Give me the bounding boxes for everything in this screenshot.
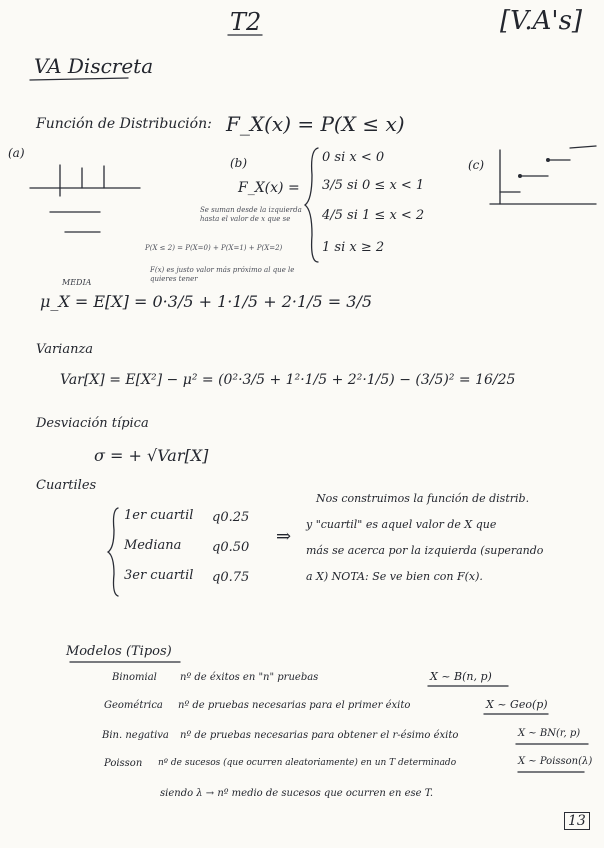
- piecewise-case: 1 si x ≥ 2: [322, 240, 385, 255]
- std-dev-heading: Desviación típica: [36, 416, 149, 431]
- model-notation: X ~ Geo(p): [486, 698, 548, 711]
- variance-formula: Var[X] = E[X²] − μ² = (0²·3/5 + 1²·1/5 + 2²·1/5) − (3/5)² = 16/25: [60, 372, 516, 388]
- quantile-symbol: q0.75: [212, 570, 250, 585]
- model-name: Geométrica: [104, 700, 163, 711]
- quantile-label: Mediana: [124, 538, 182, 553]
- quantiles-arrow: ⇒: [276, 526, 292, 547]
- quantile-label: 3er cuartil: [124, 568, 194, 583]
- poisson-note: siendo λ → nº medio de sucesos que ocurren en ese T.: [160, 788, 434, 799]
- model-name: Poisson: [104, 758, 143, 769]
- variance-heading: Varianza: [36, 342, 94, 357]
- mean-label: MEDIA: [62, 278, 92, 287]
- explanation-line: más se acerca por la izquierda (superando: [306, 544, 544, 557]
- piecewise-case: 0 si x < 0: [322, 150, 385, 165]
- models-heading: Modelos (Tipos): [66, 644, 172, 659]
- model-notation: X ~ Poisson(λ): [518, 756, 593, 767]
- page-label: T2: [230, 8, 262, 36]
- piecewise-case: 4/5 si 1 ≤ x < 2: [322, 208, 425, 223]
- distribution-note: Se suman desde la izquierda hasta el valor de x que se: [200, 206, 302, 223]
- probability-note: P(X ≤ 2) = P(X=0) + P(X=1) + P(X=2): [145, 244, 283, 252]
- model-notation: X ~ B(n, p): [430, 670, 492, 683]
- fx-label: F_X(x) =: [238, 180, 300, 196]
- model-name: Binomial: [112, 672, 157, 683]
- explanation-line: y "cuartil" es aquel valor de X que: [306, 518, 497, 531]
- piecewise-case: 3/5 si 0 ≤ x < 1: [322, 178, 425, 193]
- quantiles-heading: Cuartiles: [36, 478, 97, 493]
- mean-formula: μ_X = E[X] = 0·3/5 + 1·1/5 + 2·1/5 = 3/5: [40, 292, 373, 311]
- model-desc: nº de éxitos en "n" pruebas: [180, 672, 319, 683]
- topic-box: [V.A's]: [500, 6, 583, 36]
- distribution-heading: Función de Distribución:: [36, 116, 212, 132]
- explanation-line: a X) NOTA: Se ve bien con F(x).: [306, 570, 483, 583]
- model-name: Bin. negativa: [102, 730, 169, 741]
- explanation-line: Nos construimos la función de distrib.: [316, 492, 530, 505]
- model-desc: nº de sucesos (que ocurren aleatoriamente) en un T determinado: [158, 758, 457, 768]
- model-notation: X ~ BN(r, p): [518, 728, 581, 739]
- plot-c-label: (c): [468, 158, 485, 172]
- quantile-symbol: q0.50: [212, 540, 250, 555]
- quantile-label: 1er cuartil: [124, 508, 194, 523]
- quantile-symbol: q0.25: [212, 510, 250, 525]
- section-title: VA Discreta: [34, 54, 154, 78]
- plot-a-label: (a): [8, 146, 25, 160]
- model-desc: nº de pruebas necesarias para el primer éxito: [178, 700, 411, 711]
- model-desc: nº de pruebas necesarias para obtener el r-ésimo éxito: [180, 730, 459, 741]
- plot-b-label: (b): [230, 156, 248, 170]
- probability-note-2: F(x) es justo valor más próximo al que le quieres tener: [150, 266, 295, 283]
- distribution-formula: F_X(x) = P(X ≤ x): [226, 112, 405, 136]
- std-dev-formula: σ = + √Var[X]: [94, 446, 209, 465]
- page-number: 13: [564, 812, 590, 830]
